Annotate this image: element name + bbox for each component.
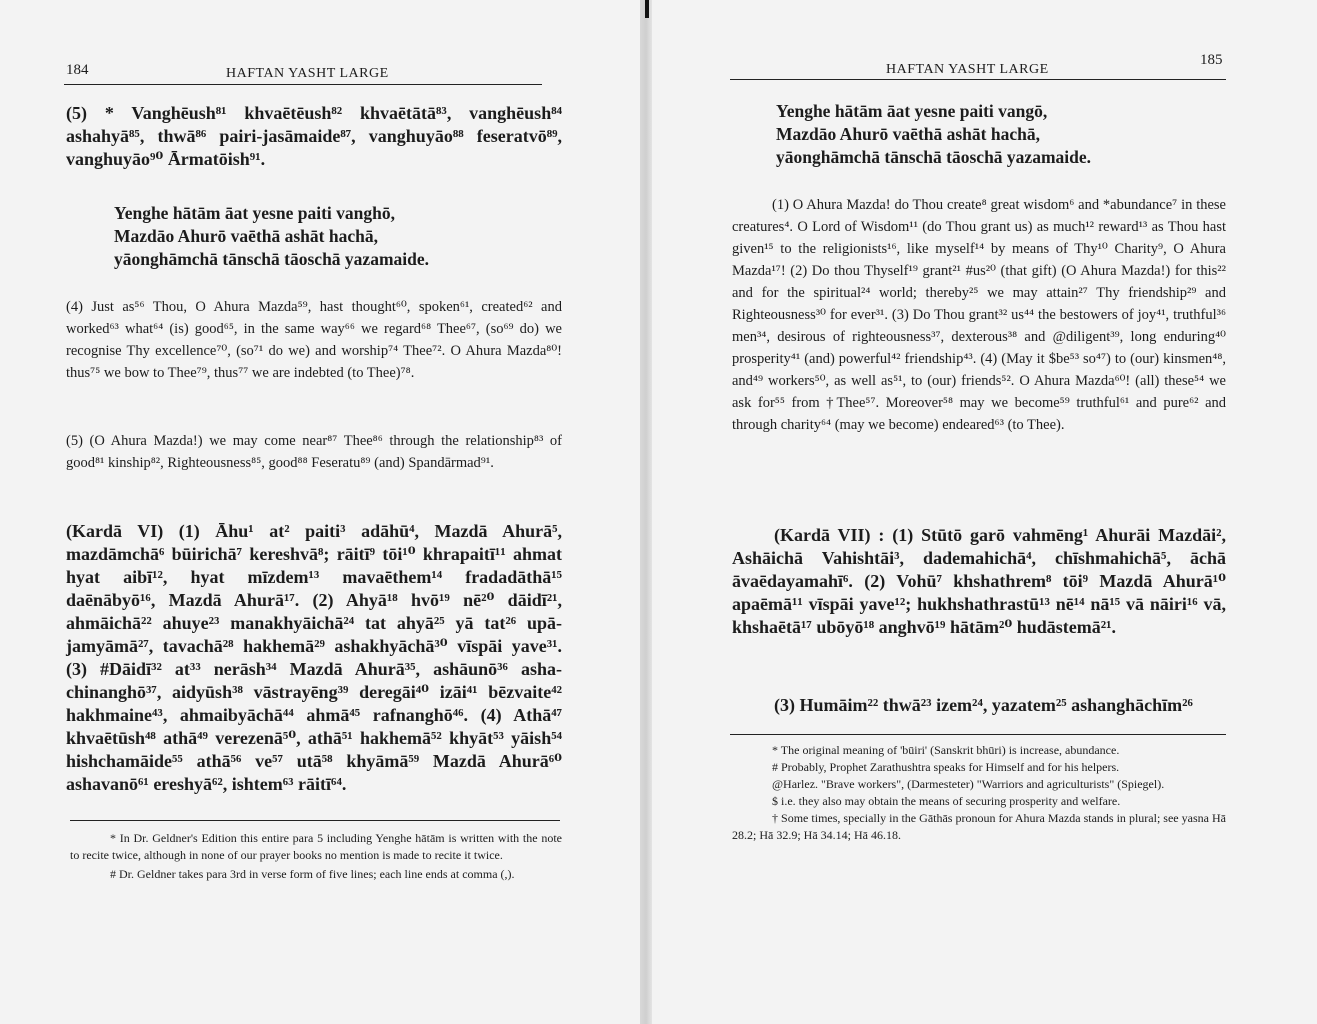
footnote: * The original meaning of 'būiri' (Sanskrit bhūri) is increase, abundance.: [772, 743, 1120, 757]
karda-7-continued: (3) Humāim²² thwā²³ izem²⁴, yazatem²⁵ ashanghāchīm²⁶: [774, 695, 1193, 715]
footnote: † Some times, specially in the Gāthās pronoun for Ahura Mazda stands in plural; see yasna Hā 28.2; Hā 32.9; Hā 34.14; Hā 46.18.: [732, 811, 1226, 842]
yenghe-line: Yenghe hātām āat yesne paiti vanghō,: [114, 203, 395, 223]
page-number-right: 185: [1200, 52, 1223, 68]
avesta-para5: (5) * Vanghēush⁸¹ khvaētēush⁸² khvaētātā⁸³, vanghēush⁸⁴ ashahyā⁸⁵, thwā⁸⁶ pairi-jasāmaide⁸⁷, vanghuyāo⁸⁸ feseratvō⁸⁹, vanghuyāo⁹⁰ Ārmatōish⁹¹.: [66, 103, 562, 169]
header-rule-left: [64, 84, 542, 85]
header-rule-right: [730, 79, 1226, 80]
yenghe-line: Mazdāo Ahurō vaēthā ashāt hachā,: [114, 226, 378, 246]
yenghe-hatam-right: [776, 100, 1216, 169]
translation-karda-6: (1) O Ahura Mazda! do Thou create⁸ great wisdom⁶ and *abundance⁷ in these creatures⁴. O Lord of Wisdom¹¹ (do Thou grant us) as much¹² reward¹³ as Thou hast given¹⁵ to the religionists¹⁶, like myself¹⁴ by means of Thy¹⁰ Charity⁹, O Ahura Mazda¹⁷! (2) Do thou Thyself¹⁹ grant²¹ #us²⁰ (that gift) (O Ahura Mazda!) for this²² and for the spiritual²⁴ world; thereby²⁵ we may attain²⁷ Thy friendship²⁹ and Righteousness³⁰ for ever³¹. (3) Do Thou grant³² us⁴⁴ the bestowers of joy⁴¹, truthful³⁶ men³⁴, desirous of righteousness³⁷, dexterous³⁸ and @diligent³⁹, long enduring⁴⁰ prosperity⁴¹ (and) powerful⁴² friendship⁴³. (4) (May it $be⁵³ so⁴⁷) to (our) kinsmen⁴⁸, and⁴⁹ workers⁵⁰, as well as⁵¹, to (our) friends⁵². O Ahura Mazda⁶⁰! (all) these⁵⁴ we ask for⁵⁵ from †Thee⁵⁷. Moreover⁵⁸ may we become⁵⁹ truthful⁶¹ and pure⁶² and through charity⁶⁴ (may we become) endeared⁶³ (to Thee).: [732, 197, 1226, 433]
yenghe-hatam-left: [114, 202, 554, 271]
yenghe-line: Mazdāo Ahurō vaēthā ashāt hachā,: [776, 124, 1040, 144]
book-gutter: [640, 0, 652, 1024]
running-head-right: HAFTAN YASHT LARGE: [886, 62, 1049, 77]
footnote: @Harlez. "Brave workers", (Darmesteter) "Warriors and agriculturists" (Spiegel).: [772, 777, 1165, 791]
footnotes-right: [732, 742, 1226, 844]
footnote: # Probably, Prophet Zarathushtra speaks for Himself and for his helpers.: [772, 760, 1120, 774]
translation-para4: (4) Just as⁵⁶ Thou, O Ahura Mazda⁵⁹, hast thought⁶⁰, spoken⁶¹, created⁶² and worked⁶³ what⁶⁴ (is) good⁶⁵, in the same way⁶⁶ we regard⁶⁸ Thee⁶⁷, (so⁶⁹ do) we recognise Thy excellence⁷⁰, (so⁷¹ do we) and worship⁷⁴ Thee⁷². O Ahura Mazda⁸⁰! thus⁷⁵ we bow to Thee⁷⁹, thus⁷⁷ we are indebted (to Thee)⁷⁸.: [66, 299, 562, 381]
footnote: $ i.e. they also may obtain the means of securing prosperity and welfare.: [772, 794, 1121, 808]
yenghe-line: Yenghe hātām āat yesne paiti vangō,: [776, 101, 1048, 121]
karda-6-text: (Kardā VI) (1) Āhu¹ at² paiti³ adāhū⁴, Mazdā Ahurā⁵, mazdāmchā⁶ būirichā⁷ kereshvā⁸; rāitī⁹ tōi¹⁰ khrapaitī¹¹ ahmat hyat aibī¹², hyat mīzdem¹³ mavaēthem¹⁴ fradadāthā¹⁵ daēnābyō¹⁶, Mazdā Ahurā¹⁷. (2) Ahyā¹⁸ hvō¹⁹ nē²⁰ dāidī²¹, ahmāichā²² ahuye²³ manakhyāichā²⁴ tat ahyā²⁵ yā tat²⁶ upā-jamyāmā²⁷, tavachā²⁸ hakhemā²⁹ ashakhyāchā³⁰ vīspāi yave³¹. (3) #Dāidī³² at³³ nerāsh³⁴ Mazdā Ahurā³⁵, ashāunō³⁶ asha-chinanghō³⁷, aidyūsh³⁸ vāstrayēng³⁹ deregāi⁴⁰ izāi⁴¹ bēzvaite⁴² hakhmaine⁴³, ahmaibyāchā⁴⁴ ahmā⁴⁵ rafnanghō⁴⁶. (4) Athā⁴⁷ khvaētūsh⁴⁸ athā⁴⁹ verezenā⁵⁰, athā⁵¹ hakhemā⁵² khyāt⁵³ yāish⁵⁴ hishchamāide⁵⁵ athā⁵⁶ ve⁵⁷ utā⁵⁸ khyāmā⁵⁹ Mazdā Ahurā⁶⁰ ashavanō⁶¹ ereshyā⁶², ishtem⁶³ rāitī⁶⁴.: [66, 521, 562, 794]
karda-7-text: (Kardā VII) : (1) Stūtō garō vahmēng¹ Ahurāi Mazdāi², Ashāichā Vahishtāi³, dademahichā⁴, chīshmahichā⁵, āchā āvaēdayamahī⁶. (2) Vohū⁷ khshathrem⁸ tōi⁹ Mazdā Ahurā¹⁰ apaēmā¹¹ vīspāi yave¹²; hukhshathrastū¹³ nē¹⁴ nā¹⁵ vā nāiri¹⁶ vā, khshaētā¹⁷ ubōyō¹⁸ anghvō¹⁹ hātām²⁰ hudāstemā²¹.: [732, 525, 1226, 637]
yenghe-line: yāonghāmchā tānschā tāoschā yazamaide.: [114, 249, 430, 269]
footnote: # Dr. Geldner takes para 3rd in verse form of five lines; each line ends at comma (,).: [110, 867, 515, 881]
gutter-mark: [645, 0, 649, 18]
footnote-rule-right: [730, 734, 1226, 735]
footnotes-left: [70, 830, 562, 883]
yenghe-line: yāonghāmchā tānschā tāoschā yazamaide.: [776, 147, 1092, 167]
running-head-left: HAFTAN YASHT LARGE: [226, 66, 389, 81]
footnote: * In Dr. Geldner's Edition this entire para 5 including Yenghe hātām is written with the note to recite twice, although in none of our prayer books no mention is made to recite it twice.: [70, 831, 562, 862]
page-number-left: 184: [66, 62, 89, 78]
footnote-rule-left: [70, 820, 560, 821]
translation-para5: (5) (O Ahura Mazda!) we may come near⁸⁷ Thee⁸⁶ through the relationship⁸³ of good⁸¹ kinship⁸², Righteousness⁸⁵, good⁸⁸ Feseratu⁸⁹ (and) Spandārmad⁹¹.: [66, 433, 562, 471]
